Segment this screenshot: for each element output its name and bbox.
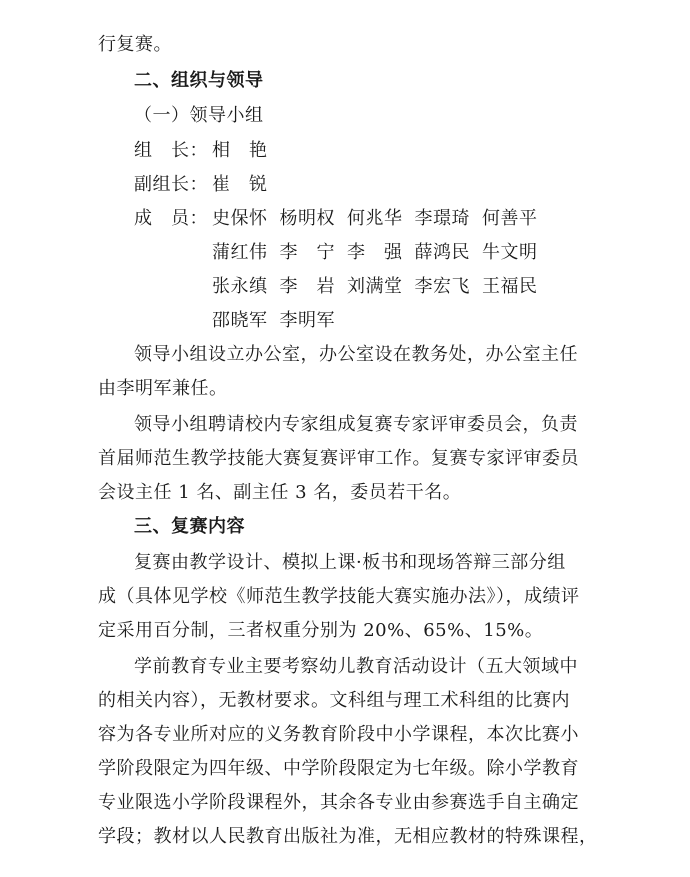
member-name: 刘满堂 bbox=[347, 276, 403, 297]
paragraph-line: 首届师范生教学技能大赛复赛评审工作。复赛专家评审委员 bbox=[98, 448, 579, 469]
paragraph-line: 定采用百分制，三者权重分别为 20%、65%、15%。 bbox=[98, 620, 544, 641]
deputy-label: 副组长： bbox=[134, 174, 208, 195]
member-name: 李 岩 bbox=[279, 276, 335, 297]
members-row-4 bbox=[212, 304, 335, 338]
member-name: 史保怀 bbox=[212, 208, 268, 229]
member-name: 张永缜 bbox=[212, 276, 268, 297]
member-name: 薛鸿民 bbox=[414, 242, 470, 263]
deputy-row bbox=[134, 168, 268, 202]
member-name: 邵晓军 bbox=[212, 310, 268, 331]
section-heading-organization: 二、组织与领导 bbox=[134, 70, 264, 91]
paragraph-line: 学前教育专业主要考察幼儿教育活动设计（五大领域中 bbox=[134, 656, 578, 677]
member-name: 牛文明 bbox=[482, 242, 538, 263]
member-name: 李 强 bbox=[347, 242, 403, 263]
subsection-heading-leadership-group: （一）领导小组 bbox=[134, 105, 264, 126]
paragraph-line: 专业限选小学阶段课程外，其余各专业由参赛选手自主确定 bbox=[98, 792, 579, 813]
members-row-3 bbox=[212, 270, 538, 304]
paragraph-line: 容为各专业所对应的义务教育阶段中小学课程，本次比赛小 bbox=[98, 724, 579, 745]
member-name: 王福民 bbox=[482, 276, 538, 297]
member-name: 何兆华 bbox=[347, 208, 403, 229]
members-row-1 bbox=[134, 202, 538, 236]
member-name: 李 宁 bbox=[279, 242, 335, 263]
paragraph-line: 复赛由教学设计、模拟上课·板书和现场答辩三部分组 bbox=[134, 552, 566, 573]
member-name: 何善平 bbox=[482, 208, 538, 229]
section-heading-content: 三、复赛内容 bbox=[134, 516, 245, 537]
paragraph-line: 学段；教材以人民教育出版社为准，无相应教材的特殊课程， bbox=[98, 826, 598, 847]
paragraph-line: 会设主任 1 名、副主任 3 名，委员若干名。 bbox=[98, 482, 462, 503]
member-name: 蒲红伟 bbox=[212, 242, 268, 263]
paragraph-line: 由李明军兼任。 bbox=[98, 378, 228, 399]
leader-row bbox=[134, 134, 268, 168]
deputy-name: 崔 锐 bbox=[212, 174, 268, 195]
paragraph-line: 领导小组设立办公室，办公室设在教务处，办公室主任 bbox=[134, 344, 578, 365]
text-line: 行复赛。 bbox=[98, 34, 172, 55]
paragraph-line: 学阶段限定为四年级、中学阶段限定为七年级。除小学教育 bbox=[98, 758, 579, 779]
paragraph-line: 的相关内容），无教材要求。文科组与理工术科组的比赛内 bbox=[98, 690, 570, 711]
members-label: 成 员： bbox=[134, 208, 208, 229]
member-name: 杨明权 bbox=[279, 208, 335, 229]
members-row-2 bbox=[212, 236, 538, 270]
leader-label: 组 长： bbox=[134, 140, 208, 161]
member-name: 李明军 bbox=[279, 310, 335, 331]
member-name: 李宏飞 bbox=[414, 276, 470, 297]
leader-name: 相 艳 bbox=[212, 140, 268, 161]
paragraph-line: 成（具体见学校《师范生教学技能大赛实施办法》），成绩评 bbox=[98, 586, 580, 607]
paragraph-line: 领导小组聘请校内专家组成复赛专家评审委员会，负责 bbox=[134, 414, 578, 435]
member-name: 李璟琦 bbox=[414, 208, 470, 229]
